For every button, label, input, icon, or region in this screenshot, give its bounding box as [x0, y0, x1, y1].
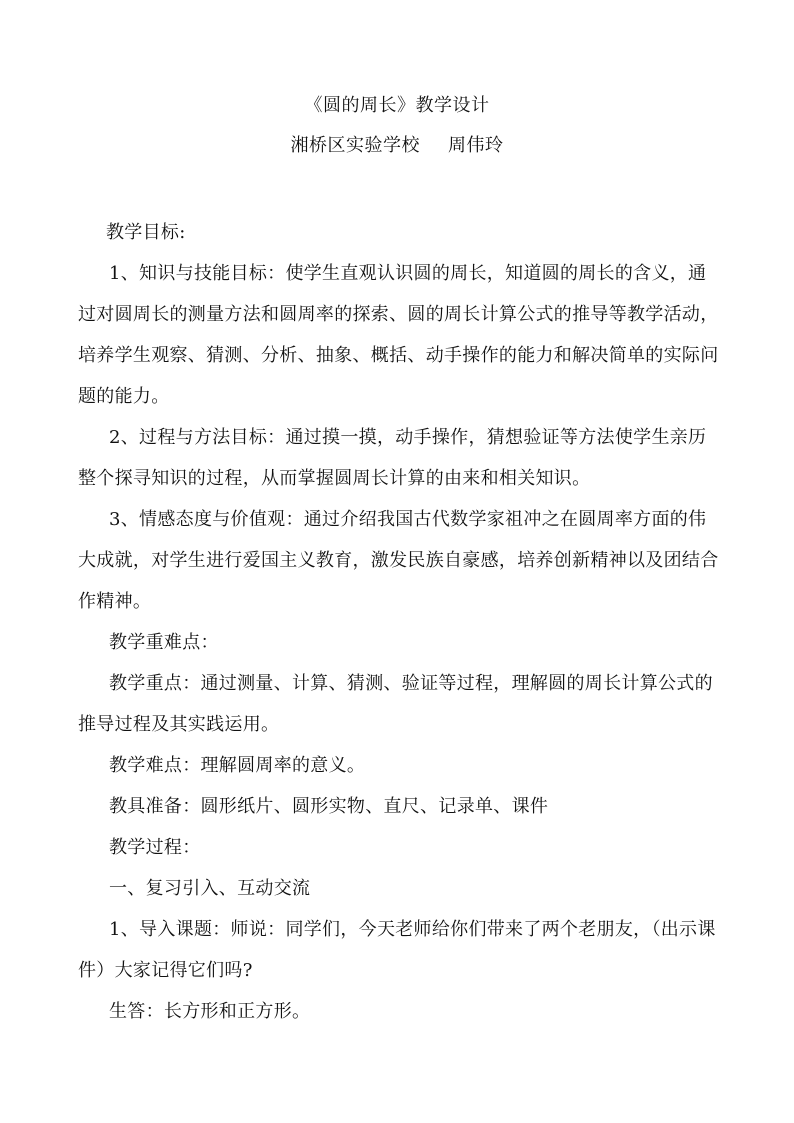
school-name: 湘桥区实验学校 — [290, 135, 420, 156]
paragraph-process-heading: 教学过程： — [109, 837, 201, 858]
paragraph-objectives-heading: 教学目标: — [106, 222, 186, 243]
paragraph-key-points-heading: 教学重难点： — [109, 632, 219, 653]
paragraph-objective-2: 2、过程与方法目标：通过摸一摸，动手操作，猜想验证等方法使学生亲历整个探寻知识的过程，从而掌握圆周长计算的由来和相关知识。 — [78, 427, 707, 489]
paragraph-difficulty: 教学难点：理解圆周率的意义。 — [109, 755, 366, 776]
paragraph-objective-3: 3、情感态度与价值观：通过介绍我国古代数学家祖冲之在圆周率方面的伟大成就，对学生进行爱国主义教育，激发民族自豪感，培养创新精神以及团结合作精神。 — [78, 509, 719, 612]
document-body — [78, 212, 720, 1032]
author-name: 周伟玲 — [448, 135, 504, 156]
document-byline — [0, 131, 794, 157]
document-title: 《圆的周长》教学设计 — [304, 95, 490, 116]
paragraph-materials: 教具准备：圆形纸片、圆形实物、直尺、记录单、课件 — [109, 796, 549, 817]
paragraph-key-point: 教学重点：通过测量、计算、猜测、验证等过程，理解圆的周长计算公式的推导过程及其实践运用。 — [78, 673, 713, 735]
paragraph-section-1-heading: 一、复习引入、互动交流 — [109, 878, 311, 899]
paragraph-intro-step: 1、导入课题：师说：同学们，今天老师给你们带来了两个老朋友，（出示课件）大家记得它们吗? — [78, 919, 716, 981]
paragraph-objective-1: 1、知识与技能目标：使学生直观认识圆的周长，知道圆的周长的含义，通过对圆周长的测量方法和圆周率的探索、圆的周长计算公式的推导等教学活动，培养学生观察、猜测、分析、抽象、概括、动手操作的能力和解决简单的实际问题的能力。 — [78, 263, 719, 407]
paragraph-student-answer: 生答：长方形和正方形。 — [109, 1001, 311, 1022]
